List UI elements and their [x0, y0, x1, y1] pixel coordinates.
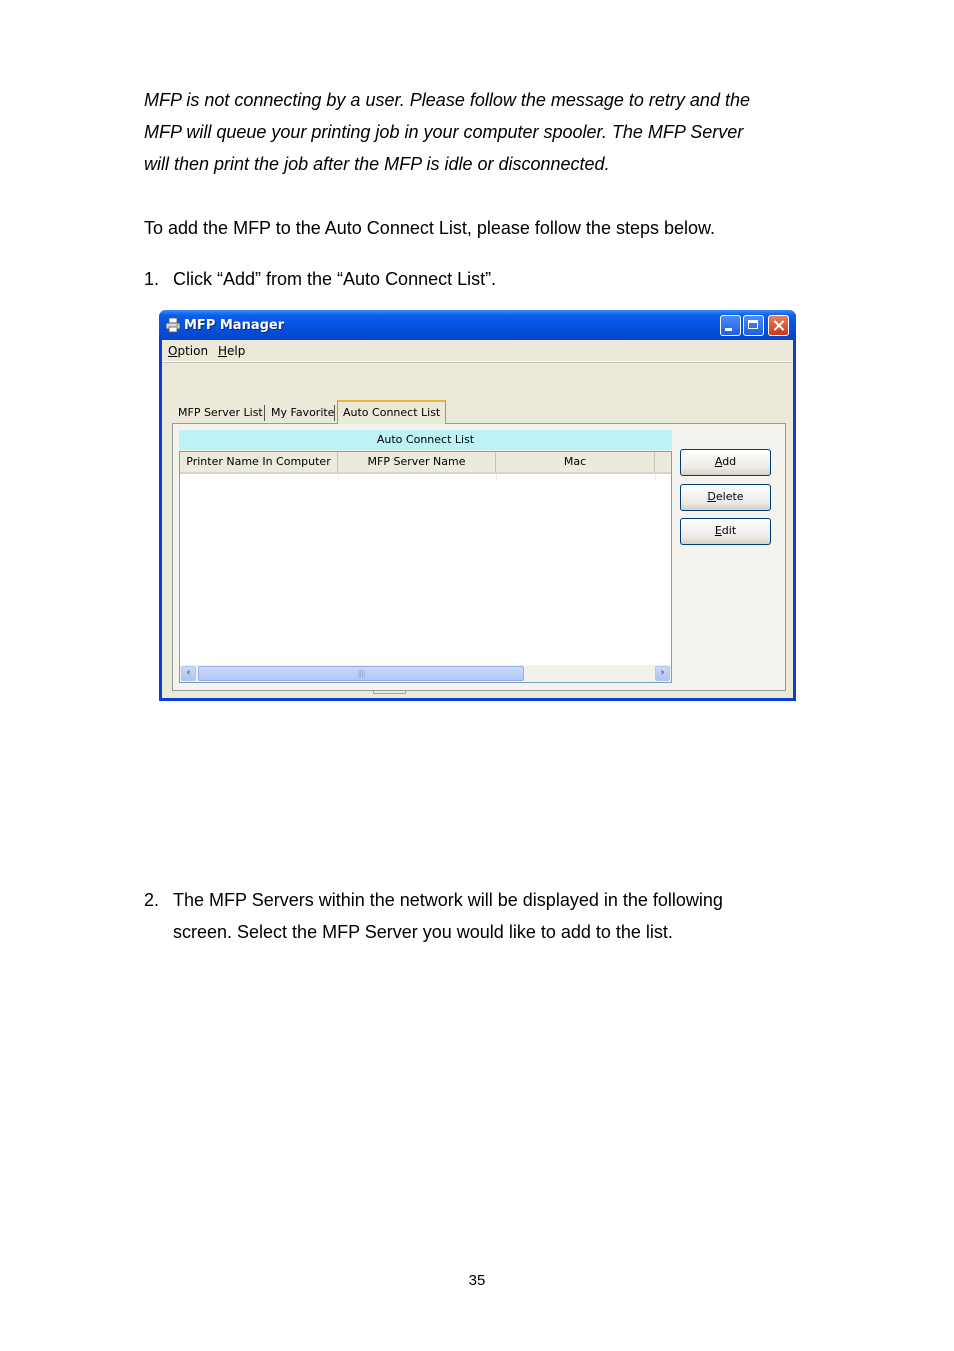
- add-instruction: To add the MFP to the Auto Connect List, please follow the steps below.: [144, 218, 716, 238]
- column-mac[interactable]: Mac: [496, 452, 655, 472]
- menu-option-accel: O: [168, 344, 178, 358]
- auto-connect-listview[interactable]: [179, 451, 672, 683]
- add-label: dd: [722, 455, 737, 468]
- scroll-right-icon[interactable]: ›: [655, 666, 670, 681]
- scroll-thumb[interactable]: ||||: [198, 666, 524, 681]
- window-client: [162, 340, 793, 698]
- edit-button[interactable]: [680, 518, 771, 545]
- grid-line: [496, 474, 497, 480]
- step-text-line-2: screen. Select the MFP Server you would like to add to the list.: [173, 922, 673, 942]
- column-header-row: [180, 452, 671, 474]
- maximize-button[interactable]: [743, 315, 764, 336]
- step-number: 1.: [144, 269, 160, 289]
- step-number: 2.: [144, 890, 160, 910]
- menu-bar: [162, 340, 793, 362]
- horizontal-scrollbar[interactable]: [180, 664, 671, 682]
- auto-connect-panel: [172, 423, 786, 691]
- menu-help[interactable]: [218, 344, 245, 358]
- edit-accel: E: [714, 524, 722, 537]
- add-button[interactable]: [680, 449, 771, 476]
- intro-line-1: MFP is not connecting by a user. Please follow the message to retry and the: [144, 90, 750, 110]
- add-accel: A: [714, 455, 723, 468]
- mfp-manager-window: [159, 310, 796, 701]
- step-text-line-1: The MFP Servers within the network will be displayed in the following: [173, 890, 723, 910]
- minimize-button[interactable]: [720, 315, 741, 336]
- list-title: Auto Connect List: [179, 430, 672, 450]
- window-title: MFP Manager: [184, 318, 285, 333]
- delete-accel: D: [707, 490, 716, 503]
- grid-line: [338, 474, 339, 480]
- edit-label: dit: [721, 524, 737, 537]
- column-overflow[interactable]: [655, 452, 672, 472]
- intro-line-3: will then print the job after the MFP is idle or disconnected.: [144, 154, 610, 174]
- column-mfp-server-name[interactable]: MFP Server Name: [338, 452, 496, 472]
- menu-help-label: elp: [227, 344, 246, 358]
- menu-option[interactable]: [168, 344, 208, 358]
- printer-icon: [165, 317, 181, 333]
- delete-button[interactable]: [680, 484, 771, 511]
- tab-auto-connect-list[interactable]: Auto Connect List: [337, 400, 446, 424]
- intro-line-2: MFP will queue your printing job in your computer spooler. The MFP Server: [144, 122, 744, 142]
- grid-line: [655, 474, 656, 480]
- tab-my-favorite[interactable]: My Favorite: [271, 406, 335, 419]
- tab-separator: [334, 405, 335, 421]
- step-text: Click “Add” from the “Auto Connect List”.: [173, 269, 497, 289]
- tab-separator: [264, 405, 265, 421]
- tab-mfp-server-list[interactable]: MFP Server List: [178, 406, 263, 419]
- column-printer-name[interactable]: Printer Name In Computer: [180, 452, 338, 472]
- page-number: 35: [468, 1272, 486, 1289]
- title-bar[interactable]: [159, 310, 796, 340]
- close-button[interactable]: [768, 315, 789, 336]
- delete-label: elete: [715, 490, 744, 503]
- scroll-left-icon[interactable]: ‹: [181, 666, 196, 681]
- menu-help-accel: H: [218, 344, 228, 358]
- menu-option-label: ption: [177, 344, 209, 358]
